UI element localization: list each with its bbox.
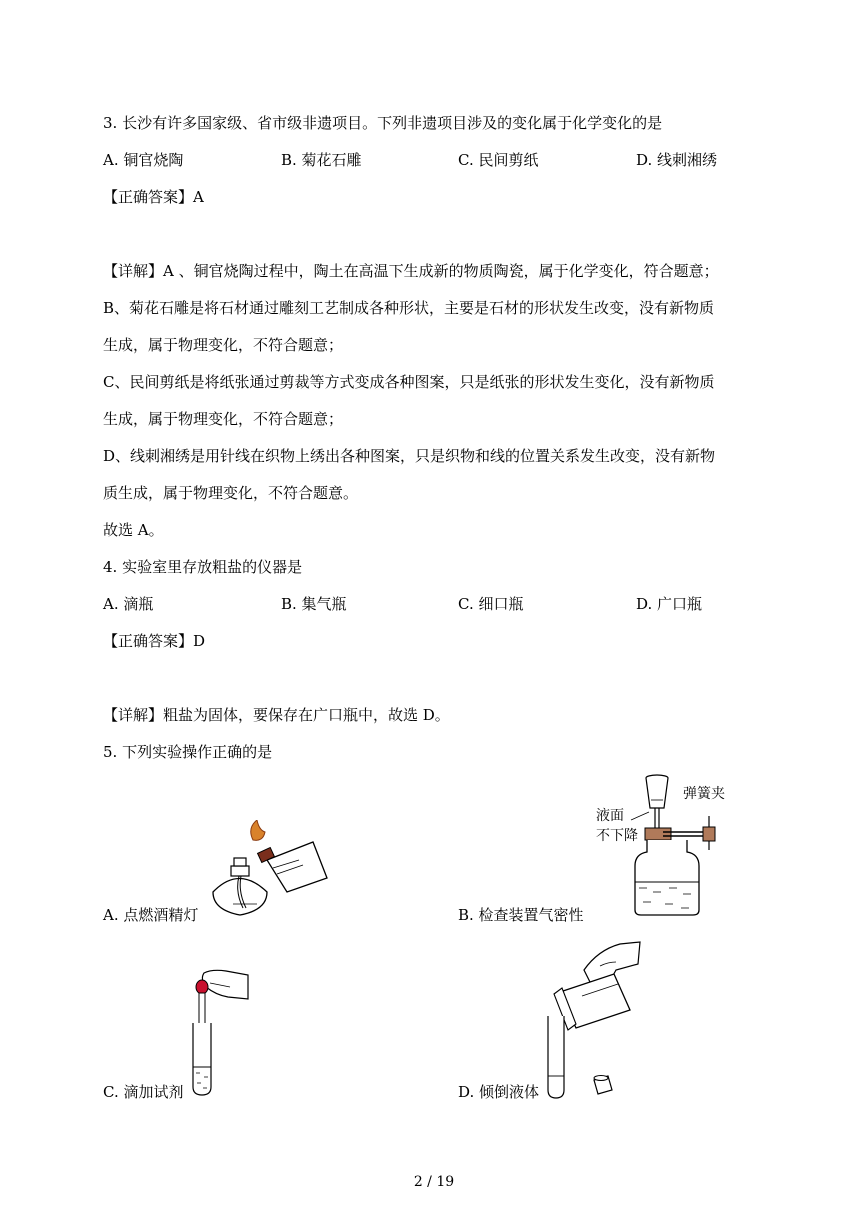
figure-adding-reagent — [186, 965, 256, 1097]
q5-stem: 5. 下列实验操作正确的是 — [103, 743, 273, 761]
q3-detail-line: C、民间剪纸是将纸张通过剪裁等方式变成各种图案，只是纸张的形状发生变化，没有新物质 — [103, 373, 715, 391]
q5-option-b: B. 检查装置气密性 — [458, 906, 584, 924]
q4-stem: 4. 实验室里存放粗盐的仪器是 — [103, 558, 303, 576]
q5-option-d: D. 倾倒液体 — [458, 1083, 540, 1101]
q4-answer: 【正确答案】D — [103, 632, 206, 650]
q3-detail-line: 生成，属于物理变化，不符合题意； — [103, 410, 344, 428]
label-spring-clip: 弹簧夹 — [683, 786, 725, 802]
figure-lighting-alcohol-lamp — [205, 820, 335, 925]
q4-option-d: D. 广口瓶 — [636, 595, 703, 613]
q5-option-a: A. 点燃酒精灯 — [103, 906, 199, 924]
q3-detail-line: 【详解】A 、铜官烧陶过程中，陶土在高温下生成新的物质陶瓷，属于化学变化，符合题意； — [103, 262, 719, 280]
page-number: 2 / 19 — [413, 1174, 455, 1190]
q4-option-a: A. 滴瓶 — [103, 595, 154, 613]
q3-option-d: D. 线刺湘绣 — [636, 151, 718, 169]
q4-option-b: B. 集气瓶 — [281, 595, 347, 613]
q3-detail-line: D、线刺湘绣是用针线在织物上绣出各种图案，只是织物和线的位置关系发生改变，没有新物 — [103, 447, 716, 465]
label-level-line1: 液面 — [596, 808, 624, 824]
q5-option-c: C. 滴加试剂 — [103, 1083, 184, 1101]
q3-option-c: C. 民间剪纸 — [458, 151, 539, 169]
q3-detail-line: B、菊花石雕是将石材通过雕刻工艺制成各种形状，主要是石材的形状发生改变，没有新物质 — [103, 299, 715, 317]
q3-answer: 【正确答案】A — [103, 188, 204, 206]
q3-detail-line: 故选 A。 — [103, 521, 164, 539]
q3-detail-line: 质生成，属于物理变化，不符合题意。 — [103, 484, 359, 502]
q4-option-c: C. 细口瓶 — [458, 595, 524, 613]
q4-detail: 【详解】粗盐为固体，要保存在广口瓶中，故选 D。 — [103, 706, 450, 724]
label-level-line2: 不下降 — [596, 828, 638, 844]
q3-option-a: A. 铜官烧陶 — [103, 151, 184, 169]
q3-detail-line: 生成，属于物理变化，不符合题意； — [103, 336, 344, 354]
figure-pouring-liquid — [542, 940, 644, 1100]
q3-stem: 3. 长沙有许多国家级、省市级非遗项目。下列非遗项目涉及的变化属于化学变化的是 — [103, 114, 663, 132]
q3-option-b: B. 菊花石雕 — [281, 151, 362, 169]
